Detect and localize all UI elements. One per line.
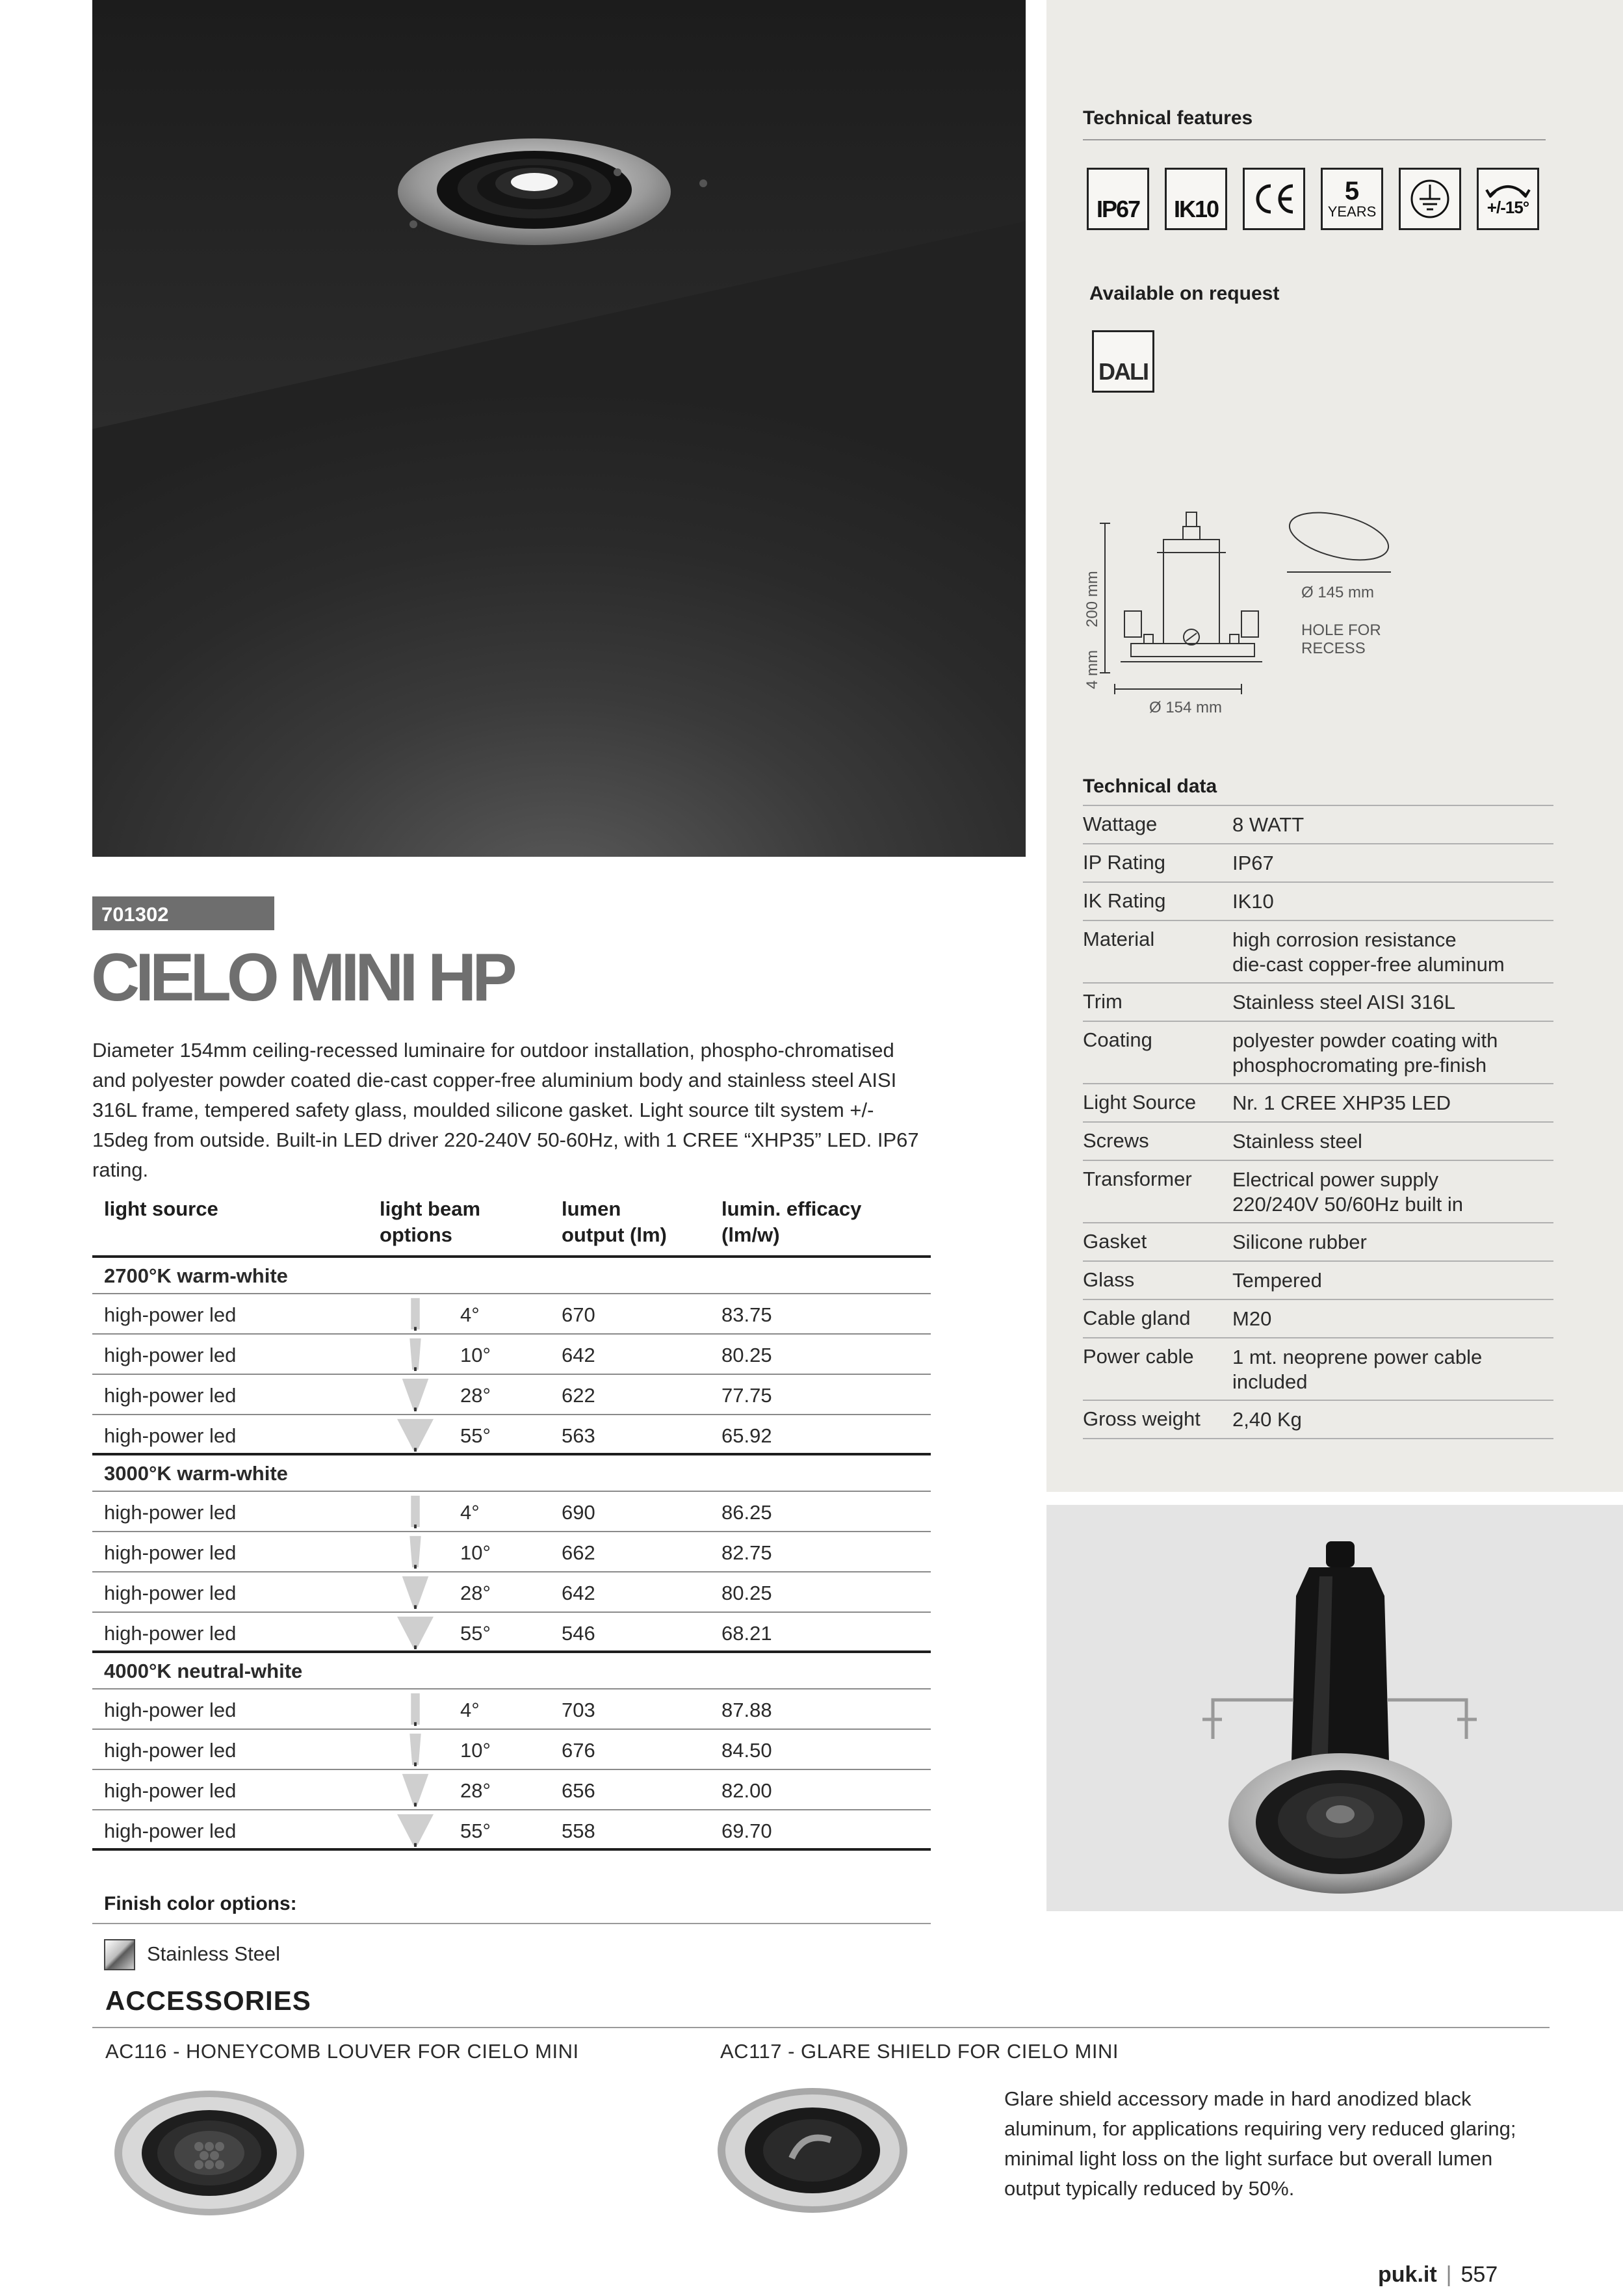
tech-key: Wattage (1083, 813, 1158, 835)
tech-row (1083, 1300, 1553, 1338)
ik10-badge: IK10 (1165, 168, 1227, 230)
tech-row (1083, 1161, 1553, 1223)
beam-angle-icon (396, 1533, 434, 1570)
stainless-steel-swatch[interactable] (104, 1939, 135, 1970)
tech-value-line: 2,40 Kg (1232, 1408, 1302, 1431)
cell-source: high-power led (104, 1582, 237, 1604)
tech-row (1083, 844, 1553, 883)
cell-source: high-power led (104, 1501, 237, 1524)
tech-value (1232, 1129, 1551, 1154)
tech-value (1232, 990, 1551, 1015)
cell-beam: 55° (460, 1622, 491, 1645)
technical-features-title: Technical features (1083, 107, 1253, 129)
cell-efficacy: 83.75 (721, 1303, 772, 1326)
cell-efficacy: 80.25 (721, 1582, 772, 1604)
cell-source: high-power led (104, 1384, 237, 1407)
beam-angle-icon (396, 1296, 434, 1332)
diameter-dimension: Ø 154 mm (1149, 699, 1223, 716)
cell-beam: 10° (460, 1541, 491, 1564)
tech-key: Cable gland (1083, 1307, 1191, 1329)
tech-value (1232, 813, 1551, 837)
tilt-icon: +/-15° (1477, 168, 1539, 230)
ip67-badge: IP67 (1087, 168, 1149, 230)
tech-value-line: Tempered (1232, 1269, 1322, 1292)
tech-row (1083, 921, 1553, 984)
cell-beam: 10° (460, 1739, 491, 1762)
cell-beam: 28° (460, 1384, 491, 1407)
tech-value (1232, 1168, 1551, 1217)
height-dimension: 200 mm (1084, 571, 1101, 627)
tech-key: Transformer (1083, 1168, 1192, 1190)
accessories-title: ACCESSORIES (105, 1985, 311, 2016)
beam-angle-icon (396, 1691, 434, 1727)
tech-key: Screws (1083, 1129, 1149, 1152)
ground-symbol-icon (1399, 168, 1461, 230)
divider (92, 1923, 931, 1924)
tech-key: IK Rating (1083, 889, 1166, 912)
tech-value-line: included (1232, 1370, 1308, 1393)
cell-source: high-power led (104, 1779, 237, 1802)
cell-source: high-power led (104, 1622, 237, 1645)
tech-key: Trim (1083, 990, 1123, 1013)
cell-lumen: 662 (562, 1541, 595, 1564)
cell-source: high-power led (104, 1541, 237, 1564)
cell-beam: 28° (460, 1582, 491, 1604)
cell-lumen: 703 (562, 1699, 595, 1721)
cell-efficacy: 86.25 (721, 1501, 772, 1524)
tech-value-line: phosphocromating pre-finish (1232, 1054, 1487, 1076)
cell-beam: 28° (460, 1779, 491, 1802)
product-code: 701302 (92, 896, 274, 930)
cell-beam: 55° (460, 1424, 491, 1447)
table-row (92, 1492, 931, 1532)
tech-value-line: Stainless steel (1232, 1130, 1362, 1153)
tech-value (1232, 928, 1551, 977)
tech-value-line: 1 mt. neoprene power cable (1232, 1346, 1483, 1368)
divider (92, 2027, 1550, 2028)
cell-beam: 55° (460, 1820, 491, 1842)
tech-row (1083, 1022, 1553, 1084)
hole-label: HOLE FOR RECESS (1301, 621, 1381, 657)
tech-value (1232, 1091, 1551, 1115)
color-temperature-label: 3000°K warm-white (104, 1462, 288, 1485)
tech-value (1232, 1345, 1551, 1394)
cell-lumen: 676 (562, 1739, 595, 1762)
tech-row (1083, 1084, 1553, 1123)
tech-value-line: Electrical power supply (1232, 1168, 1439, 1191)
accessory-ac117-name: AC117 - GLARE SHIELD FOR CIELO MINI (720, 2040, 1119, 2063)
product-photo (1046, 1505, 1623, 1911)
beam-angle-icon (396, 1812, 434, 1848)
hole-diameter: Ø 145 mm (1301, 584, 1375, 601)
table-row (92, 1770, 931, 1810)
site-link[interactable]: puk.it (1378, 2262, 1437, 2287)
table-row (92, 1335, 931, 1375)
table-row (92, 1689, 931, 1730)
cell-efficacy: 65.92 (721, 1424, 772, 1447)
tech-key: Light Source (1083, 1091, 1197, 1114)
group-header-row (92, 1653, 931, 1689)
color-temperature-label: 4000°K neutral-white (104, 1660, 303, 1682)
header-lumen-output: lumen output (lm) (562, 1197, 667, 1246)
beam-angle-icon (396, 1336, 434, 1372)
beam-angle-icon (396, 1731, 434, 1768)
accessory-ac117-description: Glare shield accessory made in hard anodized black aluminum, for applications requiring very reduced glaring; minimal light loss on the light surface but overall lumen output typically reduced by 50%. (1004, 2087, 1516, 2200)
tech-key: Material (1083, 928, 1155, 950)
beam-angle-icon (396, 1416, 434, 1453)
tech-row (1083, 1223, 1553, 1262)
tech-value-line: 8 WATT (1232, 813, 1305, 836)
five-years-badge: 5 YEARS (1321, 168, 1383, 230)
tech-row (1083, 883, 1553, 921)
tech-value (1232, 1230, 1551, 1255)
cell-lumen: 622 (562, 1384, 595, 1407)
tech-value-line: Nr. 1 CREE XHP35 LED (1232, 1091, 1451, 1114)
beam-angle-icon (396, 1493, 434, 1530)
cell-source: high-power led (104, 1344, 237, 1366)
tech-value-line: polyester powder coating with (1232, 1029, 1498, 1052)
table-row (92, 1532, 931, 1572)
cell-lumen: 670 (562, 1303, 595, 1326)
table-row (92, 1415, 931, 1455)
tech-row (1083, 1262, 1553, 1300)
beam-angle-icon (396, 1574, 434, 1610)
cell-beam: 4° (460, 1501, 480, 1524)
available-on-request-title: Available on request (1089, 283, 1280, 304)
beam-angle-icon (396, 1771, 434, 1808)
table-row (92, 1613, 931, 1653)
tech-row (1083, 1401, 1553, 1439)
cell-efficacy: 87.88 (721, 1699, 772, 1721)
tech-key: IP Rating (1083, 851, 1165, 874)
tech-value-line: M20 (1232, 1307, 1272, 1330)
cell-efficacy: 69.70 (721, 1820, 772, 1842)
header-luminous-efficacy: lumin. efficacy (lm/w) (721, 1197, 862, 1246)
technical-data-title: Technical data (1083, 776, 1217, 797)
tech-row (1083, 1338, 1553, 1401)
tech-value-line: die-cast copper-free aluminum (1232, 953, 1505, 976)
group-header-row (92, 1455, 931, 1492)
tech-value (1232, 1407, 1551, 1432)
tech-value (1232, 1307, 1551, 1331)
cell-source: high-power led (104, 1424, 237, 1447)
cell-lumen: 642 (562, 1344, 595, 1366)
product-title: CIELO MINI HP (91, 940, 513, 1015)
cell-efficacy: 77.75 (721, 1384, 772, 1407)
table-row (92, 1572, 931, 1613)
header-light-source: light source (104, 1197, 218, 1220)
tech-key: Power cable (1083, 1345, 1194, 1368)
cell-lumen: 546 (562, 1622, 595, 1645)
tech-value-line: Stainless steel AISI 316L (1232, 991, 1455, 1013)
cell-source: high-power led (104, 1699, 237, 1721)
tech-value-line: IP67 (1232, 852, 1274, 874)
led-light-icon (511, 173, 558, 191)
ceiling-photo (92, 0, 1026, 857)
tech-value (1232, 851, 1551, 876)
tech-value (1232, 1028, 1551, 1078)
cell-efficacy: 82.00 (721, 1779, 772, 1802)
group-header-row (92, 1258, 931, 1294)
ce-mark-icon (1243, 168, 1305, 230)
table-row (92, 1294, 931, 1335)
product-description: Diameter 154mm ceiling-recessed luminaire for outdoor installation, phospho-chromatised and polyester powder coated die-cast copper-free aluminium body and stainless steel AISI 316L frame, tempered safety glass, moulded silicone gasket. Light source tilt system +/- 15deg from outside. Built-in LED driver 220-240V 50-60Hz, with 1 CREE “XHP35” LED. IP67 rating. (92, 1039, 919, 1181)
product-hero-photo (92, 0, 1026, 857)
tech-row (1083, 1123, 1553, 1161)
cell-lumen: 558 (562, 1820, 595, 1842)
finish-title: Finish color options: (104, 1893, 297, 1914)
table-row (92, 1730, 931, 1770)
tech-value (1232, 889, 1551, 914)
tech-key: Gasket (1083, 1230, 1147, 1253)
cell-lumen: 690 (562, 1501, 595, 1524)
table-row (92, 1810, 931, 1851)
cell-source: high-power led (104, 1303, 237, 1326)
glare-shield-photo (715, 2085, 910, 2215)
tech-row (1083, 984, 1553, 1022)
cell-efficacy: 82.75 (721, 1541, 772, 1564)
accessory-ac116-name: AC116 - HONEYCOMB LOUVER FOR CIELO MINI (105, 2040, 579, 2063)
tech-value-line: high corrosion resistance (1232, 928, 1457, 951)
cell-efficacy: 68.21 (721, 1622, 772, 1645)
cell-efficacy: 84.50 (721, 1739, 772, 1762)
finish-option-label: Stainless Steel (147, 1942, 281, 1965)
tech-row (1083, 806, 1553, 844)
header-light-beam: light beam options (380, 1197, 481, 1246)
tech-value-line: IK10 (1232, 890, 1274, 913)
technical-drawing (1079, 507, 1469, 728)
tech-key: Coating (1083, 1028, 1152, 1051)
page-footer: puk.it | 557 (1378, 2262, 1498, 2287)
cell-lumen: 642 (562, 1582, 595, 1604)
tech-key: Glass (1083, 1268, 1135, 1291)
beam-angle-icon (396, 1614, 434, 1650)
tech-value-line: Silicone rubber (1232, 1231, 1367, 1253)
cell-beam: 10° (460, 1344, 491, 1366)
tech-key: Gross weight (1083, 1407, 1201, 1430)
beam-angle-icon (396, 1376, 434, 1413)
cell-source: high-power led (104, 1739, 237, 1762)
cell-beam: 4° (460, 1699, 480, 1721)
table-row (92, 1375, 931, 1415)
dali-badge: DALI (1092, 330, 1154, 393)
color-temperature-label: 2700°K warm-white (104, 1264, 288, 1287)
cell-beam: 4° (460, 1303, 480, 1326)
cell-efficacy: 80.25 (721, 1344, 772, 1366)
honeycomb-louver-photo (112, 2088, 307, 2218)
cell-lumen: 656 (562, 1779, 595, 1802)
cell-lumen: 563 (562, 1424, 595, 1447)
depth-dimension: 4 mm (1084, 650, 1101, 689)
tech-value-line: 220/240V 50/60Hz built in (1232, 1193, 1464, 1216)
divider (1083, 139, 1546, 140)
cell-source: high-power led (104, 1820, 237, 1842)
page-number: 557 (1461, 2262, 1498, 2287)
tech-value (1232, 1268, 1551, 1293)
